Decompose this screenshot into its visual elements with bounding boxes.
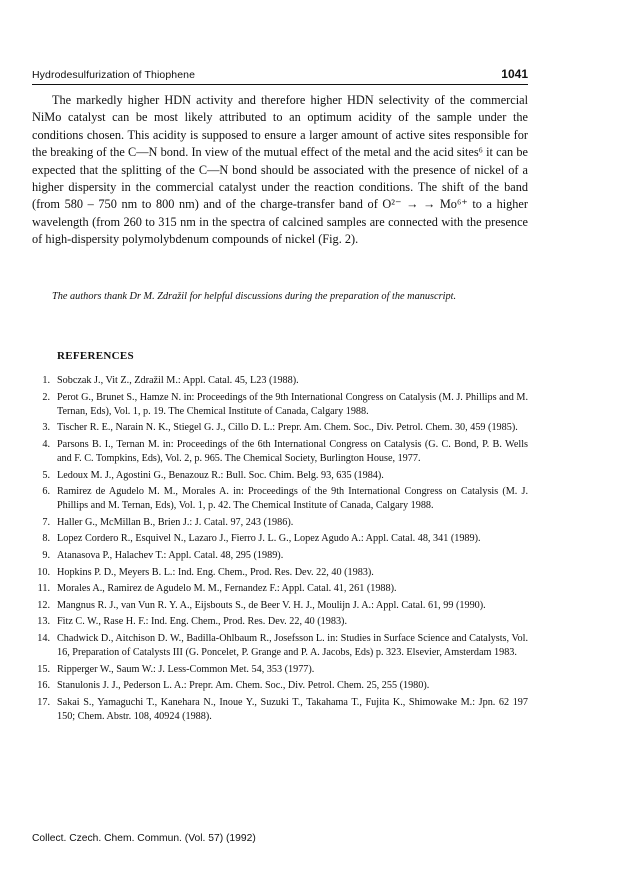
reference-item bbox=[32, 696, 528, 724]
reference-number: 10. bbox=[37, 566, 50, 578]
reference-number: 2. bbox=[42, 391, 50, 403]
acknowledgement bbox=[32, 290, 528, 305]
reference-text: Haller G., McMillan B., Brien J.: J. Catal. 97, 243 (1986). bbox=[57, 516, 294, 528]
reference-text: Chadwick D., Aitchison D. W., Badilla-Ohlbaum R., Josefsson L. in: Studies in Surface Science and Catalysts, Vol. 16, Preparation of Catalysts III (G. Poncelet, P. Grange and P. A. Jacobs, Eds) p. 323. Elsevier, Amsterdam 1983. bbox=[57, 633, 528, 659]
header-rule bbox=[32, 84, 528, 85]
acknowledgement-text: The authors thank Dr M. Zdražil for helpful discussions during the preparation of the manuscript. bbox=[52, 291, 457, 302]
reference-number: 3. bbox=[42, 422, 50, 434]
reference-text: Atanasova P., Halachev T.: Appl. Catal. 48, 295 (1989). bbox=[57, 550, 284, 562]
reference-text: Mangnus R. J., van Vun R. Y. A., Eijsbouts S., de Beer V. H. J., Moulijn J. A.: Appl. Catal. 61, 99 (1990). bbox=[57, 599, 486, 611]
reference-text: Fitz C. W., Rase H. F.: Ind. Eng. Chem., Prod. Res. Dev. 22, 40 (1983). bbox=[57, 616, 347, 628]
reference-text: Sakai S., Yamaguchi T., Kanehara N., Inoue Y., Suzuki T., Takahama T., Fujita K., Shimowake M.: Jpn. 62 197 150; Chem. Abstr. 108, 40924 (1988). bbox=[57, 696, 528, 722]
body-paragraph: The markedly higher HDN activity and therefore higher HDN selectivity of the commercial NiMo catalyst can be most likely attributed to an optimum acidity of the sample under the conditions chosen. This acidity is supposed to ensure a larger amount of active sites responsible for the breaking of the C—N bond. In view of the mutual effect of the metal and the acid sites⁶ it can be expected that the splitting of the C—N bond should be associated with the presence of nickel of a higher dispersity in the commercial catalyst under the reaction conditions. The shift of the band (from 580 – 750 nm to 800 nm) and of the charge-transfer band of O²⁻ → → Mo⁶⁺ to a higher wavelength (from 260 to 315 nm in the spectra of calcined samples are connected with the presence of high-dispersity polymolybdenum compounds of nickel (Fig. 2). bbox=[32, 93, 528, 247]
reference-number: 15. bbox=[37, 663, 50, 675]
reference-item bbox=[32, 516, 528, 530]
reference-item bbox=[32, 532, 528, 546]
reference-text: Parsons B. I., Ternan M. in: Proceedings of the 6th International Congress on Catalysis (G. C. Bond, P. B. Wells and F. C. Tompkins, Eds), Vol. 2, p. 965. The Chemical Society, Burlington House, 1977. bbox=[57, 438, 528, 464]
page-header bbox=[32, 65, 528, 81]
references-heading: REFERENCES bbox=[57, 350, 134, 362]
reference-item bbox=[32, 582, 528, 596]
reference-number: 14. bbox=[37, 633, 50, 644]
reference-number: 1. bbox=[42, 375, 50, 386]
reference-number: 4. bbox=[42, 438, 50, 450]
reference-item bbox=[32, 615, 528, 629]
reference-number: 12. bbox=[37, 599, 50, 611]
reference-number: 8. bbox=[42, 533, 50, 545]
reference-item bbox=[32, 485, 528, 513]
reference-item bbox=[32, 566, 528, 580]
reference-item bbox=[32, 679, 528, 693]
reference-item bbox=[32, 391, 528, 419]
reference-text: Lopez Cordero R., Esquivel N., Lazaro J., Fierro J. L. G., Lopez Agudo A.: Appl. Catal. 48, 341 (1989). bbox=[57, 533, 481, 545]
reference-text: Morales A., Ramirez de Agudelo M. M., Fernandez F.: Appl. Catal. 41, 261 (1988). bbox=[57, 583, 397, 595]
running-title: Hydrodesulfurization of Thiophene bbox=[32, 69, 196, 81]
reference-number: 17. bbox=[37, 696, 50, 708]
reference-number: 6. bbox=[42, 486, 50, 498]
reference-number: 5. bbox=[42, 469, 50, 481]
reference-item bbox=[32, 663, 528, 677]
reference-item bbox=[32, 549, 528, 563]
reference-number: 11. bbox=[37, 583, 50, 595]
reference-text: Tischer R. E., Narain N. K., Stiegel G. J., Cillo D. L.: Prepr. Am. Chem. Soc., Div. Petrol. Chem. 30, 459 (1985). bbox=[57, 422, 518, 434]
reference-number: 9. bbox=[42, 550, 50, 562]
reference-text: Hopkins P. D., Meyers B. L.: Ind. Eng. Chem., Prod. Res. Dev. 22, 40 (1983). bbox=[57, 566, 374, 578]
reference-item bbox=[32, 421, 528, 435]
reference-number: 13. bbox=[37, 616, 50, 628]
reference-item bbox=[32, 469, 528, 483]
page-footer: Collect. Czech. Chem. Commun. (Vol. 57) (1992) bbox=[32, 833, 256, 844]
reference-text: Perot G., Brunet S., Hamze N. in: Proceedings of the 9th International Congress on Catalysis (M. J. Phillips and M. Ternan, Eds), Vol. 1, p. 19. The Chemical Institute of Canada, Calgary 1988. bbox=[57, 391, 528, 417]
reference-text: Sobczak J., Vit Z., Zdražil M.: Appl. Catal. 45, L23 (1988). bbox=[57, 375, 299, 386]
reference-item bbox=[32, 632, 528, 660]
reference-item bbox=[32, 374, 528, 388]
reference-text: Ripperger W., Saum W.: J. Less-Common Met. 54, 353 (1977). bbox=[57, 663, 315, 675]
reference-number: 16. bbox=[37, 680, 50, 692]
reference-item bbox=[32, 438, 528, 466]
body-text bbox=[32, 92, 528, 249]
reference-text: Ledoux M. J., Agostini G., Benazouz R.: Bull. Soc. Chim. Belg. 93, 635 (1984). bbox=[57, 469, 384, 481]
reference-text: Ramirez de Agudelo M. M., Morales A. in: Proceedings of the 9th International Congress on Catalysis (M. J. Phillips and M. Ternan, Eds), Vol. 1, p. 42. The Chemical Institute of Canada, Calgary 1988. bbox=[57, 486, 528, 512]
references-list bbox=[32, 374, 528, 727]
page-number: 1041 bbox=[501, 67, 528, 81]
reference-number: 7. bbox=[42, 516, 50, 528]
reference-item bbox=[32, 599, 528, 613]
reference-text: Stanulonis J. J., Pederson L. A.: Prepr. Am. Chem. Soc., Div. Petrol. Chem. 25, 255 (1980). bbox=[57, 680, 430, 692]
